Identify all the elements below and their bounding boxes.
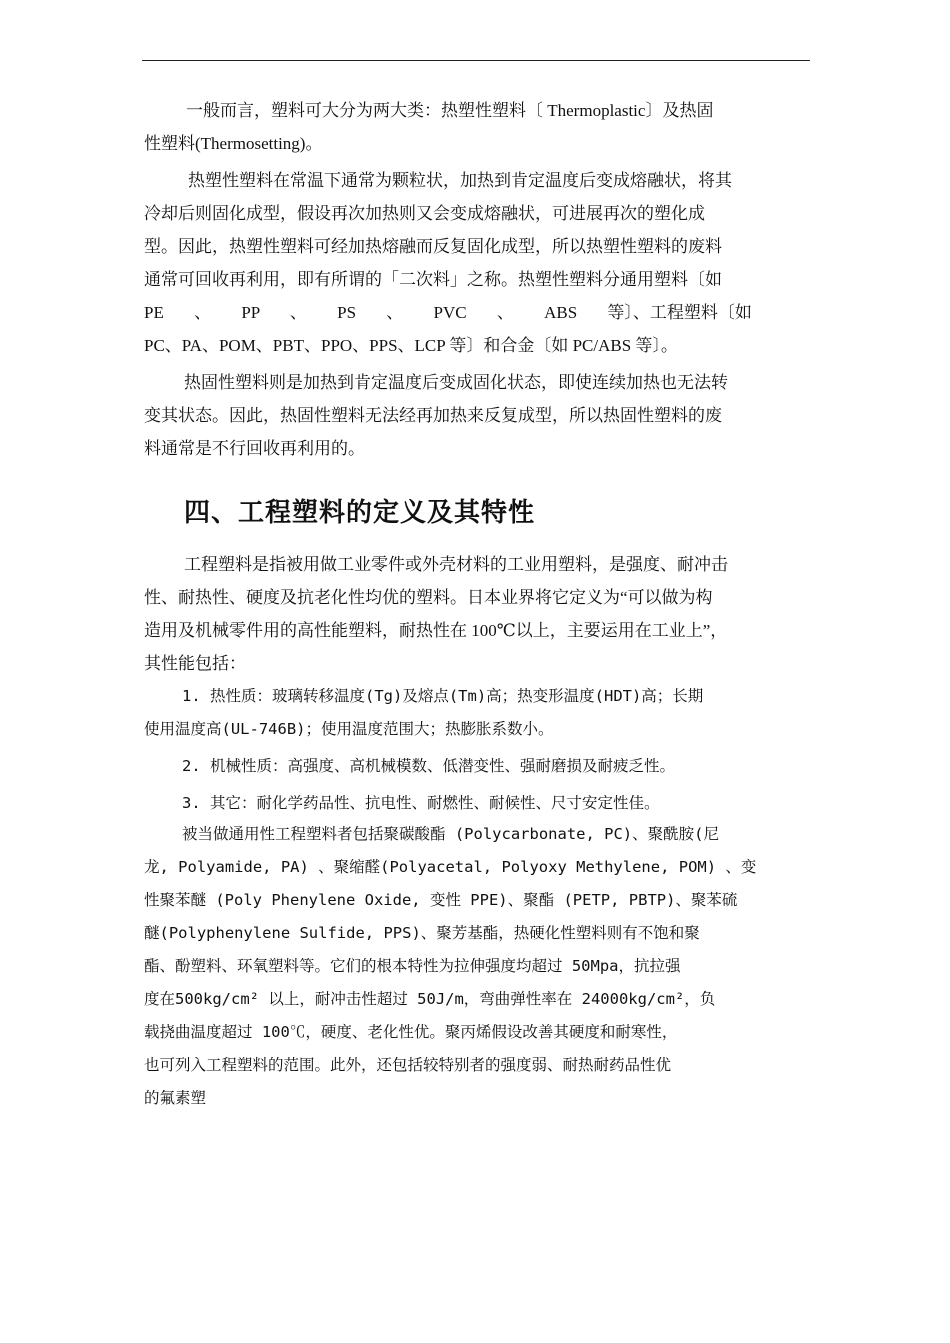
p2-line-1: 热塑性塑料在常温下通常为颗粒状，加热到肯定温度后变成熔融状，将其 [188, 171, 732, 190]
properties-list [144, 680, 808, 820]
paragraph-thermosetting [144, 366, 808, 465]
property-item-1-line-1: 1. 热性质：玻璃转移温度(Tg)及熔点(Tm)高；热变形温度(HDT)高；长期 [182, 687, 704, 705]
paragraph-thermoplastic [144, 164, 808, 362]
paragraph-material-list [144, 818, 808, 1115]
p1-line-1: 一般而言，塑料可大分为两大类：热塑性塑料〔 Thermoplastic〕及热固 [186, 101, 714, 120]
materials-line-3: 性聚苯醚 (Poly Phenylene Oxide, 变性 PPE)、聚酯 (PETP, PBTP)、聚苯硫 [144, 891, 738, 909]
materials-line-5: 酯、酚塑料、环氧塑料等。它们的根本特性为拉伸强度均超过 50Mpa，抗拉强 [144, 957, 681, 975]
materials-line-2: 龙, Polyamide, PA) 、聚缩醛(Polyacetal, Polyoxy Methylene, POM) 、变 [144, 858, 757, 876]
p3-line-1: 热固性塑料则是加热到肯定温度后变成固化状态，即使连续加热也无法转 [184, 373, 728, 392]
materials-line-4: 醚(Polyphenylene Sulfide, PPS)、聚芳基酯，热硬化性塑料则有不饱和聚 [144, 924, 700, 942]
p2-line-4: 通常可回收再利用，即有所谓的「二次料」之称。热塑性塑料分通用塑料〔如 [144, 270, 722, 289]
property-item-3: 3. 其它：耐化学药品性、抗电性、耐燃性、耐候性、尺寸安定性佳。 [182, 794, 660, 812]
s4-intro-line-4: 其性能包括： [144, 654, 246, 673]
materials-line-8: 也可列入工程塑料的范围。此外，还包括较特别者的强度弱、耐热耐药品性优 [144, 1056, 672, 1074]
materials-line-1: 被当做通用性工程塑料者包括聚碳酸酯 (Polycarbonate, PC)、聚酰胺(尼 [182, 825, 719, 843]
p2-line-3: 型。因此，热塑性塑料可经加热熔融而反复固化成型，所以热塑性塑料的废料 [144, 237, 722, 256]
materials-line-9: 的氟素塑 [144, 1089, 207, 1107]
p2-line-5: PE 、 PP 、 PS 、 PVC 、 ABS 等〕、工程塑料〔如 [144, 303, 752, 322]
p3-line-3: 料通常是不行回收再利用的。 [144, 439, 365, 458]
header-rule [142, 60, 810, 61]
paragraph-plastics-classification [144, 94, 808, 160]
materials-line-7: 载挠曲温度超过 100℃，硬度、老化性优。聚丙烯假设改善其硬度和耐寒性， [144, 1023, 678, 1041]
property-item-2: 2. 机械性质：高强度、高机械模数、低潜变性、强耐磨损及耐疲乏性。 [182, 757, 675, 775]
s4-intro-line-3: 造用及机械零件用的高性能塑料，耐热性在 100℃以上，主要运用在工业上”， [144, 621, 728, 640]
section-heading: 四、工程塑料的定义及其特性 [184, 498, 536, 528]
s4-intro-line-2: 性、耐热性、硬度及抗老化性均优的塑料。日本业界将它定义为“可以做为构 [144, 588, 713, 607]
p1-line-2: 性塑料(Thermosetting)。 [144, 134, 323, 153]
p2-line-2: 冷却后则固化成型，假设再次加热则又会变成熔融状，可进展再次的塑化成 [144, 204, 705, 223]
s4-intro-line-1: 工程塑料是指被用做工业零件或外壳材料的工业用塑料，是强度、耐冲击 [184, 555, 728, 574]
property-item-1-line-2: 使用温度高(UL-746B)；使用温度范围大；热膨胀系数小。 [144, 720, 554, 738]
p2-line-6: PC、PA、POM、PBT、PPO、PPS、LCP 等〕和合金〔如 PC/ABS 等〕。 [144, 336, 678, 355]
materials-line-6: 度在500kg/cm² 以上，耐冲击性超过 50J/m，弯曲弹性率在 24000kg/cm²，负 [144, 990, 716, 1008]
paragraph-engineering-plastics-definition [144, 548, 808, 680]
p3-line-2: 变其状态。因此，热固性塑料无法经再加热来反复成型，所以热固性塑料的废 [144, 406, 722, 425]
